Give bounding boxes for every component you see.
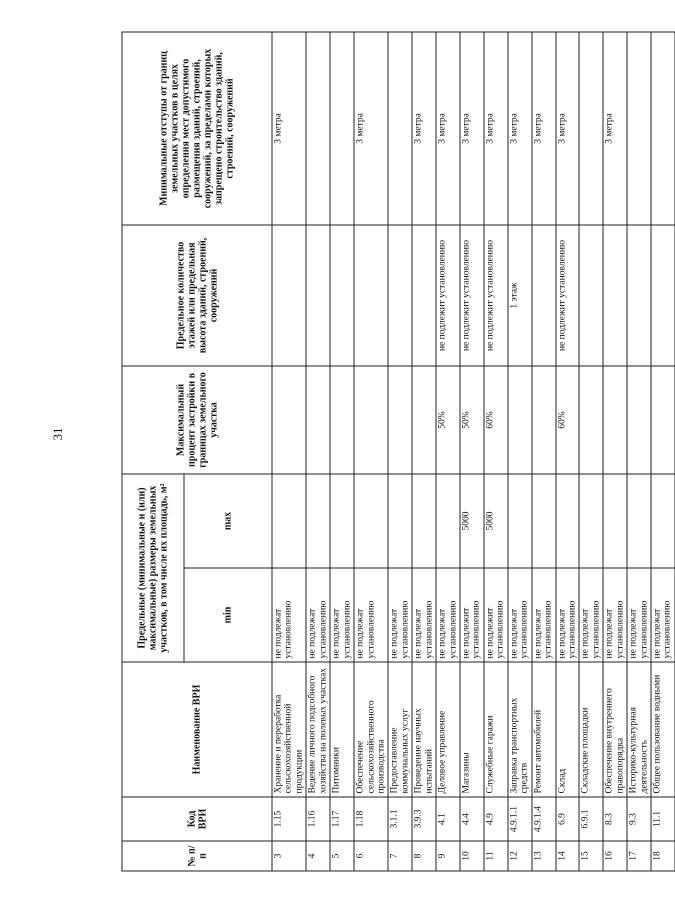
row-num: 14 — [555, 841, 579, 871]
row-code: 8.3 — [603, 797, 627, 841]
row-name: Общее пользование водными — [651, 662, 675, 797]
row-code: 3.9.3 — [412, 797, 436, 841]
row-name: Ремонт автомобилей — [531, 662, 555, 797]
row-setback: 3 метра — [436, 32, 460, 225]
row-setback: 3 метра — [603, 32, 627, 225]
row-num: 12 — [507, 841, 531, 871]
row-code: 1.18 — [354, 797, 388, 841]
row-min: не подлежат установлению — [306, 568, 330, 662]
row-max — [412, 474, 436, 568]
row-code: 4.1 — [436, 797, 460, 841]
row-setback: 3 метра — [272, 32, 306, 225]
row-num: 10 — [460, 841, 484, 871]
row-num: 15 — [579, 841, 603, 871]
table-row — [436, 32, 460, 871]
row-percent: 60% — [483, 366, 507, 474]
row-max — [354, 474, 388, 568]
table-row — [555, 32, 579, 871]
row-min: не подлежат установлению — [651, 568, 675, 662]
table-row — [460, 32, 484, 871]
row-percent — [579, 366, 603, 474]
table-row — [483, 32, 507, 871]
row-percent — [651, 366, 675, 474]
row-num: 9 — [436, 841, 460, 871]
row-setback — [388, 32, 412, 225]
row-floors — [627, 225, 651, 366]
row-floors — [354, 225, 388, 366]
row-percent — [330, 366, 354, 474]
row-setback: 3 метра — [460, 32, 484, 225]
row-name: Склад — [555, 662, 579, 797]
row-min: не подлежат установлению — [330, 568, 354, 662]
row-num: 16 — [603, 841, 627, 871]
row-percent — [603, 366, 627, 474]
header-area-group: Предельные (минимальные и (или) максимальные) размеры земельных участков, в том числе их площадь, м² — [122, 474, 184, 662]
table-row — [412, 32, 436, 871]
row-max — [555, 474, 579, 568]
row-setback — [579, 32, 603, 225]
header-name: Наименование ВРИ — [122, 662, 272, 797]
row-min: не подлежит установлению — [483, 568, 507, 662]
row-percent — [388, 366, 412, 474]
row-max — [507, 474, 531, 568]
row-setback — [627, 32, 651, 225]
row-name: Проведение научных испытаний — [412, 662, 436, 797]
row-setback: 3 метра — [507, 32, 531, 225]
row-percent — [354, 366, 388, 474]
row-code: 1.15 — [272, 797, 306, 841]
header-percent: Максимальный процент застройки в границах земельного участка — [122, 366, 272, 474]
regulations-table — [121, 31, 675, 871]
row-percent: 50% — [460, 366, 484, 474]
row-max — [388, 474, 412, 568]
row-min: не подлежат установлению — [579, 568, 603, 662]
row-percent — [531, 366, 555, 474]
row-percent: 50% — [436, 366, 460, 474]
row-name: Питомники — [330, 662, 354, 797]
row-setback: 3 метра — [531, 32, 555, 225]
row-name: Хранение и переработка сельскохозяйственной продукции — [272, 662, 306, 797]
row-code: 4.4 — [460, 797, 484, 841]
header-setback: Минимальные отступы от границ земельных участков в целях определения мест допустимого размещения зданий, строений, сооружений, за пределами которых запрещено строительство зданий, строений, сооружений — [122, 32, 272, 225]
row-num: 7 — [388, 841, 412, 871]
row-code: 4.9.1.4 — [531, 797, 555, 841]
row-floors: не подлежит установлению — [436, 225, 460, 366]
header-code: Код ВРИ — [122, 797, 272, 841]
table-row — [388, 32, 412, 871]
row-code: 6.9.1 — [579, 797, 603, 841]
table-row — [306, 32, 330, 871]
row-code: 4.9.1.1 — [507, 797, 531, 841]
header-min: min — [184, 568, 272, 662]
row-name: Деловое управление — [436, 662, 460, 797]
row-floors — [306, 225, 330, 366]
row-max: 5000 — [460, 474, 484, 568]
table-row — [330, 32, 354, 871]
row-min: не подлежат установлению — [272, 568, 306, 662]
row-min: не подлежат установлению — [603, 568, 627, 662]
row-name: Предоставление коммунальных услуг — [388, 662, 412, 797]
row-floors — [603, 225, 627, 366]
row-name: Складские площадки — [579, 662, 603, 797]
row-floors — [412, 225, 436, 366]
row-name: Ведение личного подсобного хозяйства на полевых участках — [306, 662, 330, 797]
row-name: Служебные гаражи — [483, 662, 507, 797]
table-row — [531, 32, 555, 871]
table-row — [507, 32, 531, 871]
row-floors — [388, 225, 412, 366]
row-min: не подлежат установлению — [354, 568, 388, 662]
row-percent — [627, 366, 651, 474]
row-floors: не подлежит установлению — [460, 225, 484, 366]
row-floors — [330, 225, 354, 366]
row-min: не подлежат установлению — [388, 568, 412, 662]
row-min: не подлежат установлению — [627, 568, 651, 662]
row-floors — [531, 225, 555, 366]
row-code: 11.1 — [651, 797, 675, 841]
row-setback — [651, 32, 675, 225]
row-floors: 1 этаж — [507, 225, 531, 366]
header-floors: Предельное количество этажей или предельная высота зданий, строений, сооружений — [122, 225, 272, 366]
row-num: 13 — [531, 841, 555, 871]
row-code: 6.9 — [555, 797, 579, 841]
row-num: 11 — [483, 841, 507, 871]
header-num: № п/п — [122, 841, 272, 871]
rotated-table-container — [121, 33, 673, 872]
row-code: 1.16 — [306, 797, 330, 841]
row-code: 4.9 — [483, 797, 507, 841]
row-percent — [507, 366, 531, 474]
row-code: 9.3 — [627, 797, 651, 841]
row-max: 5000 — [483, 474, 507, 568]
row-floors — [272, 225, 306, 366]
row-num: 6 — [354, 841, 388, 871]
row-name: Обеспечение сельскохозяйственного производства — [354, 662, 388, 797]
row-num: 3 — [272, 841, 306, 871]
row-floors — [651, 225, 675, 366]
row-setback — [306, 32, 330, 225]
row-code: 3.1.1 — [388, 797, 412, 841]
row-num: 5 — [330, 841, 354, 871]
table-row — [354, 32, 388, 871]
row-max — [272, 474, 306, 568]
row-max — [531, 474, 555, 568]
row-percent: 60% — [555, 366, 579, 474]
row-num: 17 — [627, 841, 651, 871]
row-setback: 3 метра — [483, 32, 507, 225]
row-floors: не подлежит установлению — [483, 225, 507, 366]
row-min: не подлежит установлению — [460, 568, 484, 662]
row-setback: 3 метра — [354, 32, 388, 225]
row-num: 18 — [651, 841, 675, 871]
row-min: не подлежат установлению — [412, 568, 436, 662]
row-setback: 3 метра — [412, 32, 436, 225]
row-percent — [412, 366, 436, 474]
row-max — [603, 474, 627, 568]
row-percent — [306, 366, 330, 474]
page-number: 31 — [50, 427, 65, 441]
table-row — [651, 32, 675, 871]
row-max — [651, 474, 675, 568]
row-percent — [272, 366, 306, 474]
row-setback: 3 метра — [555, 32, 579, 225]
row-min: не подлежат установлению — [555, 568, 579, 662]
row-max — [579, 474, 603, 568]
table-row — [272, 32, 306, 871]
row-num: 4 — [306, 841, 330, 871]
row-min: не подлежат установлению — [507, 568, 531, 662]
row-max — [627, 474, 651, 568]
row-name: Обеспечение внутреннего правопорядка — [603, 662, 627, 797]
row-code: 1.17 — [330, 797, 354, 841]
row-max — [330, 474, 354, 568]
row-min: не подлежат установлению — [436, 568, 460, 662]
row-num: 8 — [412, 841, 436, 871]
table-row — [603, 32, 627, 871]
row-name: Историко-культурная деятельность — [627, 662, 651, 797]
table-row — [579, 32, 603, 871]
row-floors — [579, 225, 603, 366]
row-name: Заправка транспортных средств — [507, 662, 531, 797]
row-name: Магазины — [460, 662, 484, 797]
row-setback — [330, 32, 354, 225]
header-max: max — [184, 474, 272, 568]
row-max — [436, 474, 460, 568]
row-floors: не подлежит установлению — [555, 225, 579, 366]
row-max — [306, 474, 330, 568]
row-min: не подлежат установлению — [531, 568, 555, 662]
table-row — [627, 32, 651, 871]
